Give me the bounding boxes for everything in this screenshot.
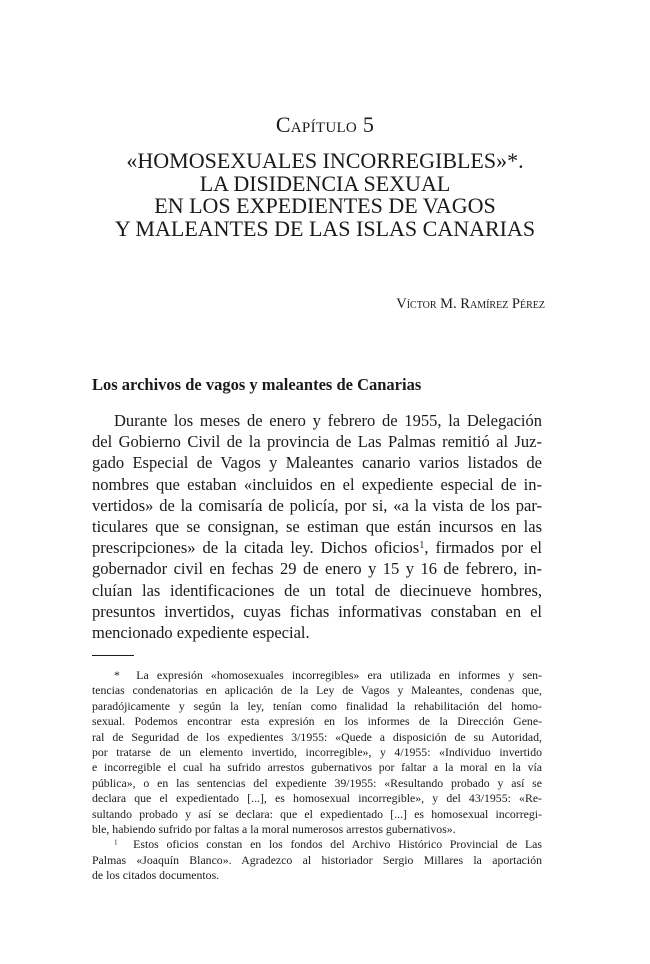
footnote-star-line: sultando probado y así se declara: que el expedientado [...] es homosexual incorregi-: [92, 806, 542, 821]
footnote-star-line: ble, habiendo sufrido por faltas a la moral numerosos arrestos gubernativos».: [92, 821, 456, 836]
body-paragraph: [92, 410, 542, 643]
footnote-star-line: ral de Seguridad de los expedientes 3/1955: «Quede a disposición de su Autoridad,: [92, 729, 542, 744]
footnote-star-line: * La expresión «homosexuales incorregibles» era utilizada en informes y sen-: [114, 668, 542, 682]
footnote-star-line: paradójicamente y según la ley, tenían como finalidad la rehabilitación del homo-: [92, 698, 542, 713]
body-line: nombres que estaban «incluidos en el expediente especial de in-: [92, 474, 542, 494]
footnote-divider: [92, 655, 134, 656]
footnote-star-line: tencias condenatorias en aplicación de la Ley de Vagos y Maleantes, condenas que,: [92, 683, 542, 698]
footnote-star-marker: *: [114, 668, 120, 682]
footnote-star-line: pública», o en las sentencias del expediente 39/1955: «Resultando probado y así se: [92, 775, 542, 790]
chapter-label: Capítulo 5: [275, 112, 375, 137]
body-line: cluían las identificaciones de un total de diecinueve hombres,: [92, 580, 542, 600]
chapter-title-line: «HOMOSEXUALES INCORREGIBLES»*.: [126, 148, 524, 173]
body-line: gobernador civil en fechas 29 de enero y 15 y 16 de febrero, in-: [92, 559, 542, 579]
body-line-text: prescripciones» de la citada ley. Dichos oficios: [92, 538, 420, 558]
body-line: presuntos invertidos, cuyas fichas informativas constaban en el: [92, 601, 542, 621]
footnote-star-line: declara que el expedientado [...], es homosexual incorregible», y del 43/1955: «Re-: [92, 791, 542, 806]
body-line: Durante los meses de enero y febrero de 1955, la Delegación: [114, 411, 542, 430]
footnote-1-marker: 1: [114, 837, 118, 847]
body-line: vertidos» de la comisaría de policía, por si, «a la vista de los par-: [92, 495, 542, 515]
body-line: gado Especial de Vagos y Maleantes canario varios listados de: [92, 453, 542, 473]
footnote-ref-1: 1: [419, 540, 425, 552]
chapter-title-line: Y MALEANTES DE LAS ISLAS CANARIAS: [114, 215, 536, 241]
body-line: del Gobierno Civil de la provincia de Las Palmas remitió al Juz-: [92, 432, 542, 452]
body-line-text: , firmados por el: [424, 538, 542, 558]
footnote-1-line: de los citados documentos.: [92, 868, 220, 883]
chapter-title-line: EN LOS EXPEDIENTES DE VAGOS: [154, 193, 496, 219]
section-heading: Los archivos de vagos y maleantes de Canarias: [92, 375, 422, 394]
chapter-title-line: LA DISIDENCIA SEXUAL: [199, 170, 451, 196]
body-line: mencionado expediente especial.: [92, 622, 310, 642]
chapter-title: [60, 150, 590, 240]
footnote-star-line: por tratarse de un elemento invertido, incorregible», y 4/1955: «Individuo invertido: [92, 744, 542, 759]
footnote-1-line: $^1$ Estos oficios constan en los fondos del Archivo Histórico Provincial de Las: [114, 837, 542, 852]
body-line: ticulares que se consignan, se estiman que están incursos en las: [92, 516, 542, 536]
footnote-star-line: sexual. Podemos encontrar esta expresión en los informes de la Dirección Gene-: [92, 714, 542, 729]
author-name: Víctor M. Ramírez Pérez: [396, 296, 545, 312]
footnote-star-line: e incorregible el cual ha sufrido arrestos gubernativos por faltar a la moral en la vía: [92, 760, 542, 775]
footnotes: [92, 668, 542, 883]
body-line: [92, 537, 542, 558]
footnote-1-line: Palmas «Joaquín Blanco». Agradezco al historiador Sergio Millares la aportación: [92, 852, 542, 867]
